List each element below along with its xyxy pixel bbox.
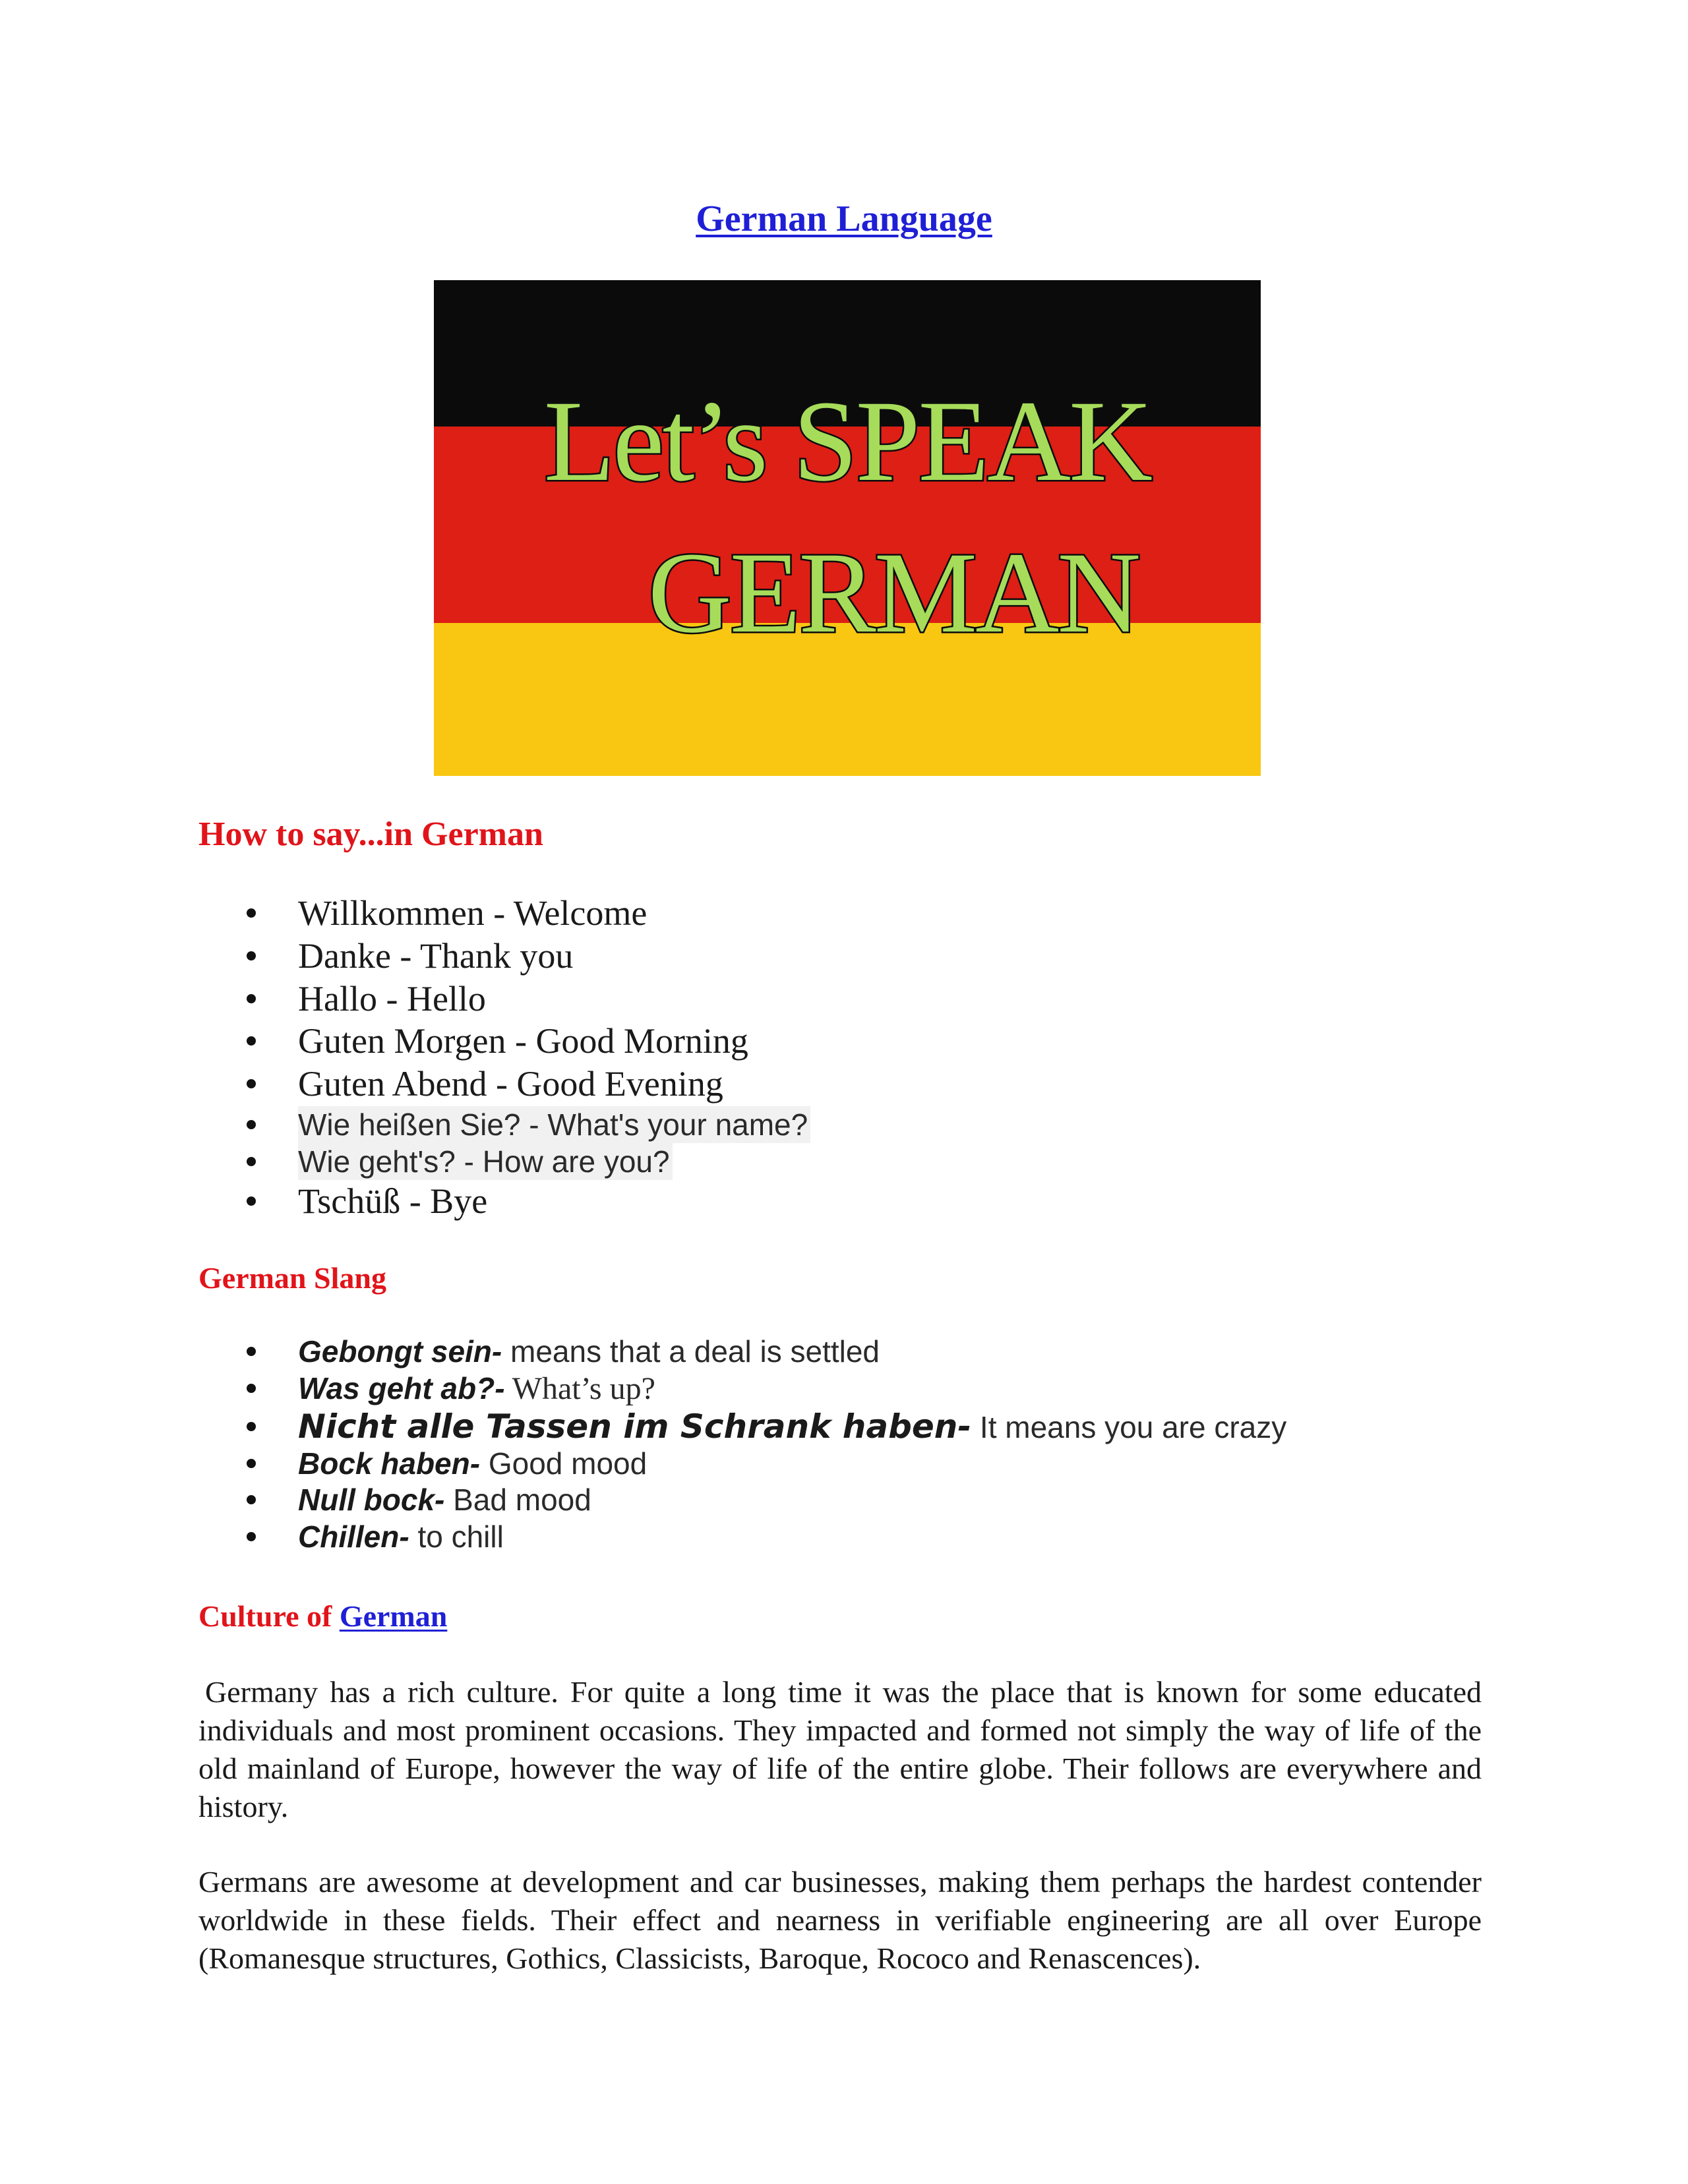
phrase-text: Willkommen - Welcome — [298, 893, 648, 933]
banner-line-1: Let’s SPEAK — [543, 377, 1151, 506]
phrase-text: Wie geht's? - How are you? — [298, 1143, 673, 1180]
phrase-text: Danke - Thank you — [298, 936, 574, 976]
bullet-icon — [247, 994, 256, 1003]
slang-entry — [298, 1408, 1286, 1446]
slang-term: Was geht ab?- — [298, 1371, 505, 1405]
german-slang-heading: German Slang — [198, 1261, 386, 1295]
phrase-text: Guten Morgen - Good Morning — [298, 1021, 748, 1061]
bullet-icon — [247, 951, 256, 960]
how-to-say-heading: How to say...in German — [198, 815, 543, 853]
bullet-icon — [247, 1459, 256, 1468]
banner-line-2: GERMAN — [648, 529, 1139, 657]
slang-term: Nicht alle Tassen im Schrank haben- — [298, 1407, 972, 1446]
bullet-icon — [247, 1120, 256, 1129]
slang-definition: It means you are crazy — [971, 1410, 1287, 1444]
slang-definition: Good mood — [480, 1446, 648, 1481]
slang-term: Bock haben- — [298, 1446, 481, 1481]
lets-speak-german-banner — [434, 280, 1261, 776]
slang-term: Chillen- — [298, 1520, 409, 1554]
bullet-icon — [247, 1347, 256, 1356]
bullet-icon — [247, 1384, 256, 1393]
phrase-text: Wie heißen Sie? - What's your name? — [298, 1106, 810, 1143]
bullet-icon — [247, 1157, 256, 1166]
culture-paragraph-2: Germans are awesome at development and car businesses, making them perhaps the hardest contender worldwide in these fields. Their effect and nearness in verifiable engineering are all over Europe (Romanesque structures, Gothics, Classicists, Baroque, Rococo and Renascences). — [198, 1865, 1482, 1975]
culture-paragraph-1: Germany has a rich culture. For quite a long time it was the place that is known for some educated individuals and most prominent occasions. They impacted and formed not simply the way of life of the old mainland of Europe, however the way of life of the entire globe. Their follows are everywhere and history. — [198, 1675, 1482, 1823]
slang-entry — [298, 1518, 504, 1555]
slang-definition: What’s up? — [504, 1371, 655, 1406]
slang-entry — [298, 1370, 655, 1407]
bullet-icon — [247, 1079, 256, 1088]
phrase-text: Guten Abend - Good Evening — [298, 1064, 723, 1104]
bullet-icon — [247, 1036, 256, 1046]
slang-entry — [298, 1481, 591, 1518]
phrase-text: Hallo - Hello — [298, 979, 486, 1018]
bullet-icon — [247, 1196, 256, 1206]
slang-definition: to chill — [409, 1520, 504, 1554]
bullet-icon — [247, 908, 256, 918]
bullet-icon — [247, 1495, 256, 1504]
slang-entry — [298, 1333, 880, 1370]
bullet-icon — [247, 1422, 256, 1431]
culture-heading-prefix: Culture of — [198, 1599, 340, 1633]
slang-entry — [298, 1445, 647, 1482]
slang-term: Null bock- — [298, 1483, 445, 1517]
page-title — [0, 195, 1688, 243]
title-link[interactable]: German Language — [696, 198, 992, 239]
slang-definition: Bad mood — [444, 1483, 591, 1517]
phrase-text: Tschüß - Bye — [298, 1181, 488, 1221]
culture-german-link[interactable]: German — [339, 1599, 448, 1633]
culture-heading — [198, 1597, 447, 1636]
slang-definition: means that a deal is settled — [502, 1334, 880, 1369]
slang-term: Gebongt sein- — [298, 1334, 502, 1369]
bullet-icon — [247, 1532, 256, 1541]
